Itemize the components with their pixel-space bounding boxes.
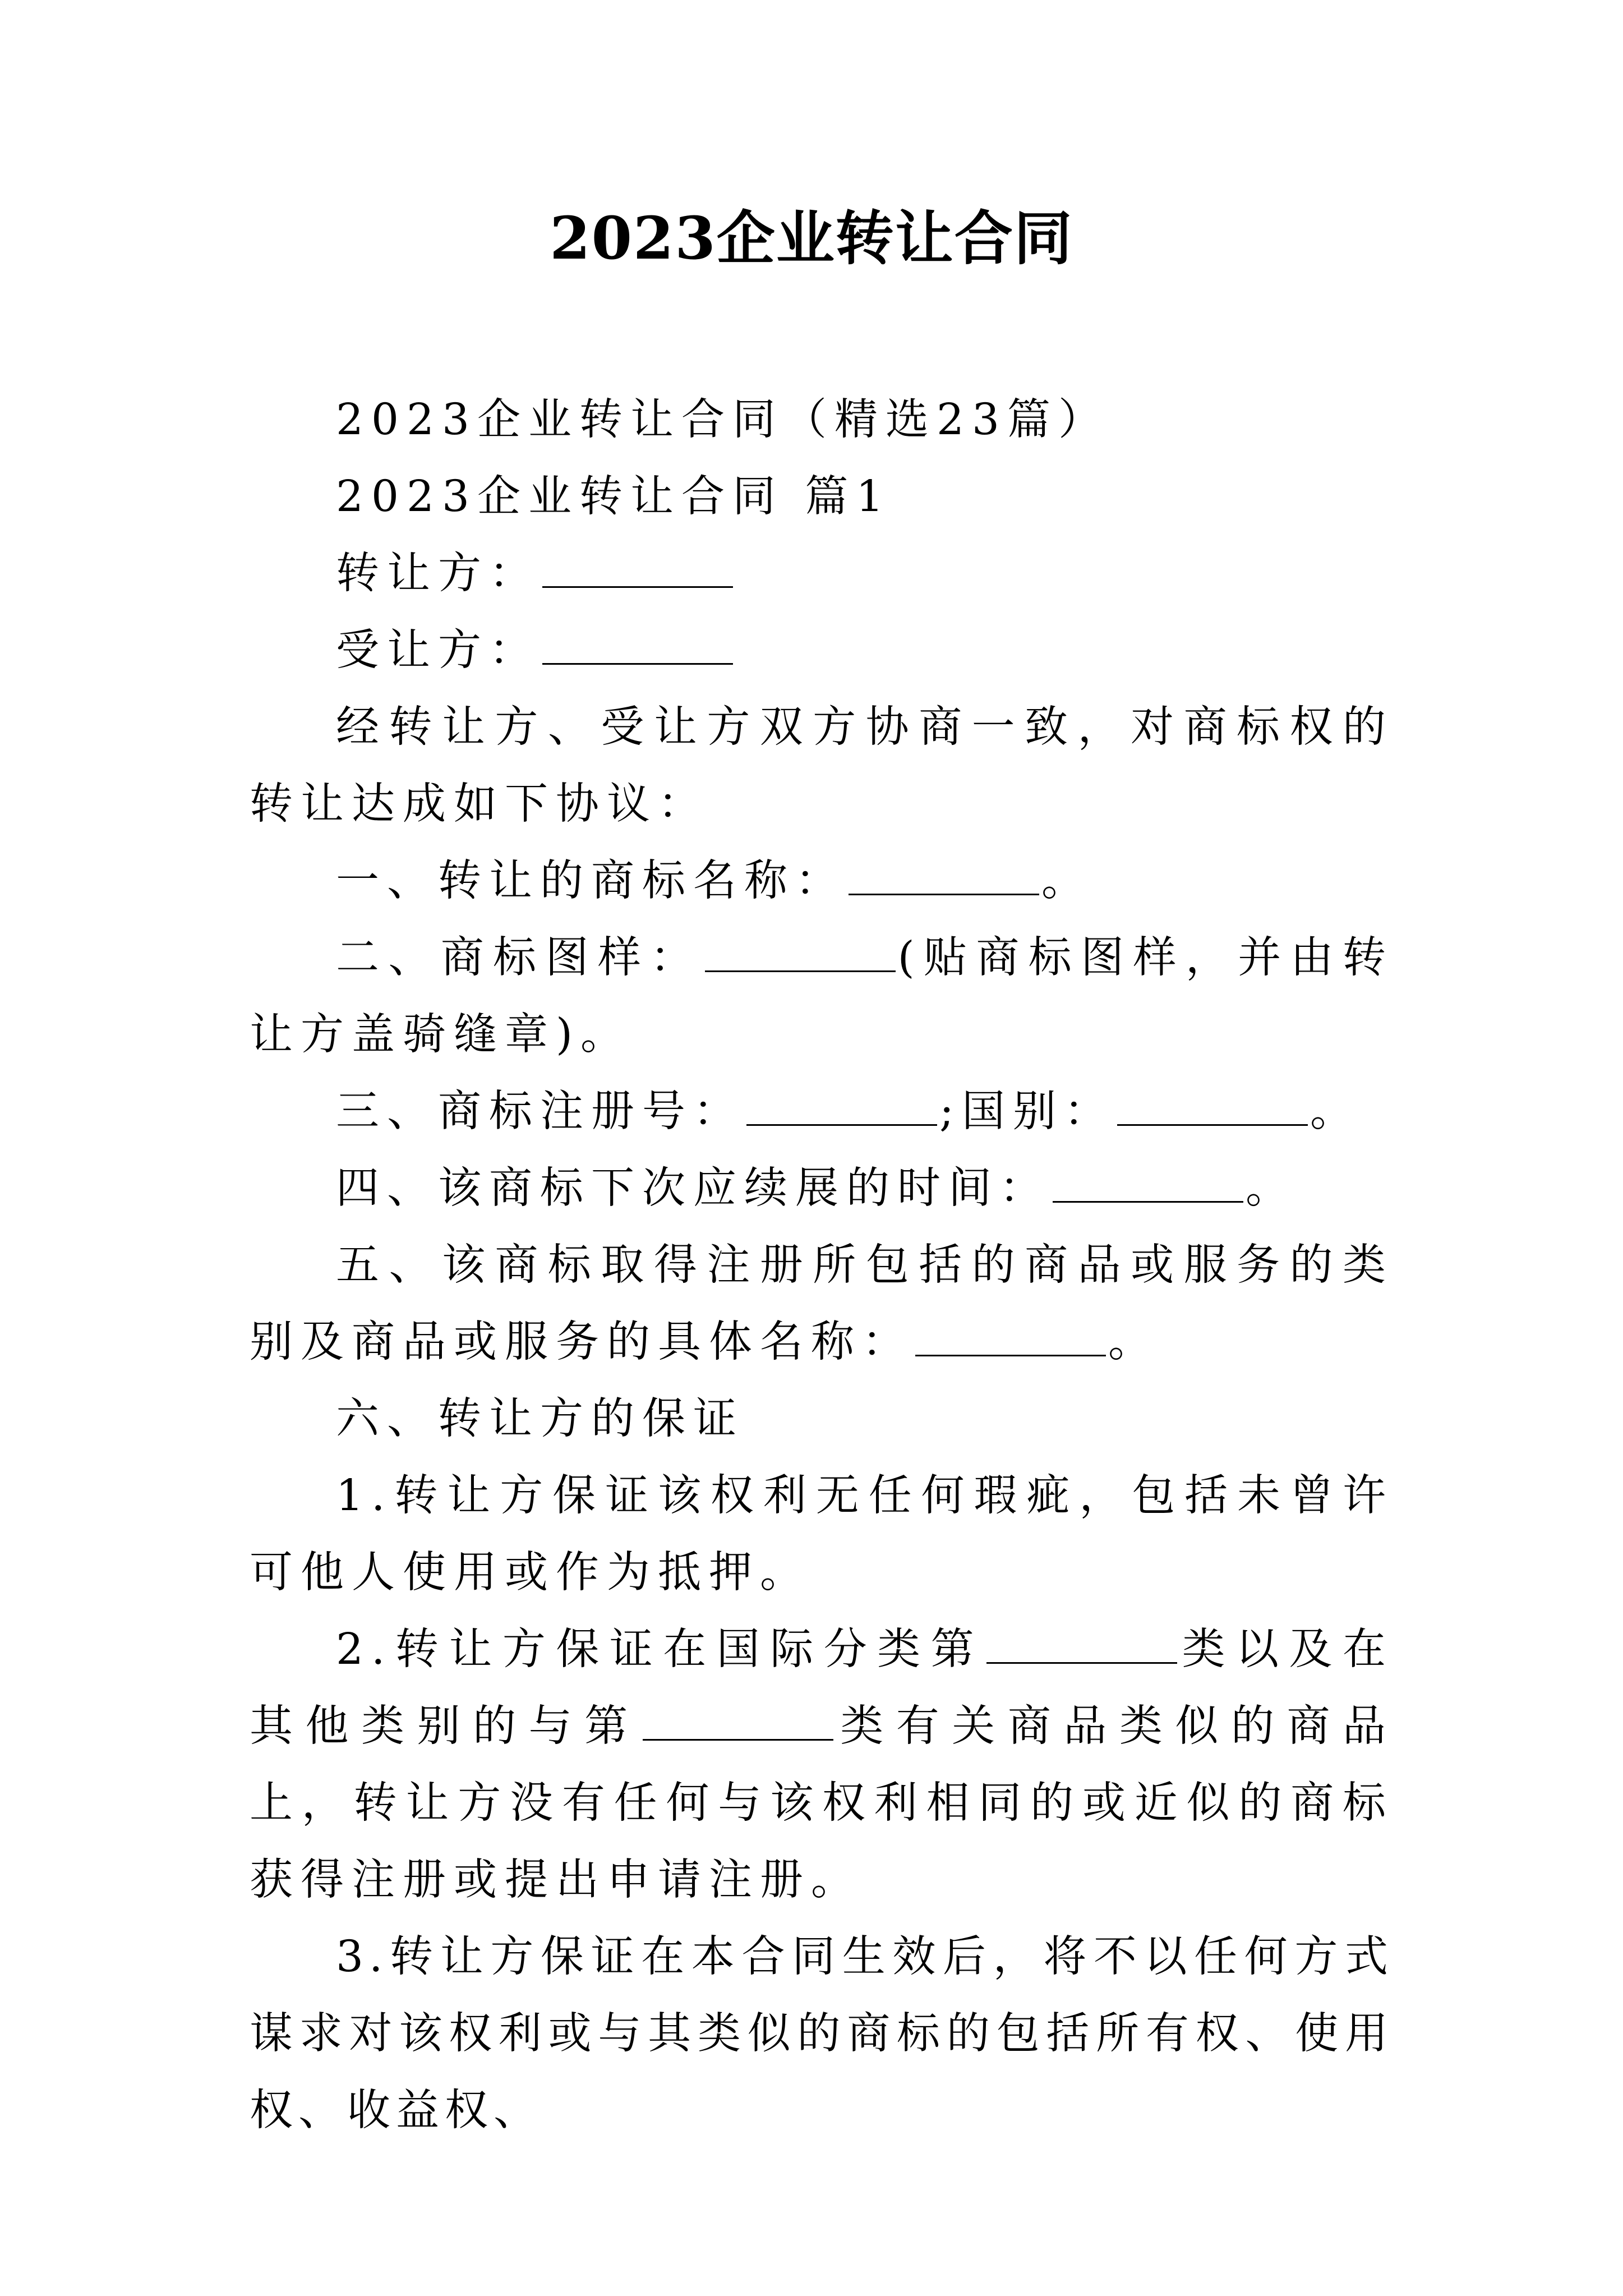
item-5-label: 五、该商标取得注册所包括的商品或服务的类别及商品或服务的具体名称： — [250, 1240, 1394, 1367]
item-3-blank-country — [1117, 1119, 1308, 1126]
clause-2 — [250, 1611, 1394, 1918]
clause-2-start: 2.转让方保证在国际分类第 — [336, 1625, 985, 1674]
clause-3: 3.转让方保证在本合同生效后，将不以任何方式谋求对该权利或与其类似的商标的包括所有权、使用权、收益权、 — [250, 1932, 1394, 2136]
document-body — [250, 381, 1394, 2149]
item-2-label: 二、商标图样： — [336, 933, 703, 983]
item-1-label: 一、转让的商标名称： — [336, 856, 846, 906]
transferor-line — [250, 535, 1394, 612]
clause-2-end: 类有关商品类似的商品上，转让方没有任何与该权利相同的或近似的商标获得注册或提出申请注册。 — [250, 1701, 1394, 1905]
item-4 — [250, 1150, 1394, 1227]
clause-1: 1.转让方保证该权利无任何瑕疵，包括未曾许可他人使用或作为抵押。 — [250, 1471, 1394, 1598]
section-heading: 2023企业转让合同 篇1 — [336, 472, 892, 522]
item-5 — [250, 1227, 1394, 1381]
document-title: 2023企业转让合同 — [550, 204, 1073, 273]
transferee-label: 受让方： — [336, 625, 540, 675]
item-3-country-label: ;国别： — [939, 1087, 1115, 1137]
item-2 — [250, 919, 1394, 1073]
item-1-end: 。 — [1041, 856, 1092, 906]
item-3-blank-registration — [746, 1119, 937, 1126]
item-2-blank — [705, 965, 896, 972]
clause-2-blank-related-class — [643, 1733, 833, 1741]
clause-2-blank-class — [986, 1657, 1177, 1664]
item-5-blank — [915, 1349, 1106, 1356]
item-1-blank — [849, 888, 1039, 895]
item-1 — [250, 843, 1394, 919]
transferor-blank — [542, 581, 733, 588]
intro-paragraph: 经转让方、受让方双方协商一致，对商标权的转让达成如下协议： — [250, 702, 1394, 829]
item-6-heading: 六、转让方的保证 — [336, 1394, 744, 1444]
item-5-end: 。 — [1108, 1317, 1159, 1367]
clause-2-middle: 类以及在其他类别的与第 — [250, 1625, 1394, 1751]
item-4-label: 四、该商标下次应续展的时间： — [336, 1163, 1050, 1213]
subtitle-paragraph: 2023企业转让合同（精选23篇） — [336, 395, 1109, 445]
transferor-label: 转让方： — [336, 549, 540, 599]
item-4-blank — [1053, 1195, 1243, 1203]
item-3-end: 。 — [1310, 1087, 1361, 1137]
item-3-label: 三、商标注册号： — [336, 1087, 744, 1137]
item-4-end: 。 — [1246, 1163, 1297, 1213]
transferee-blank — [542, 657, 733, 665]
item-3 — [250, 1073, 1394, 1150]
item-2-end: (贴商标图样，并由转让方盖骑缝章)。 — [250, 933, 1394, 1060]
transferee-line — [250, 612, 1394, 689]
